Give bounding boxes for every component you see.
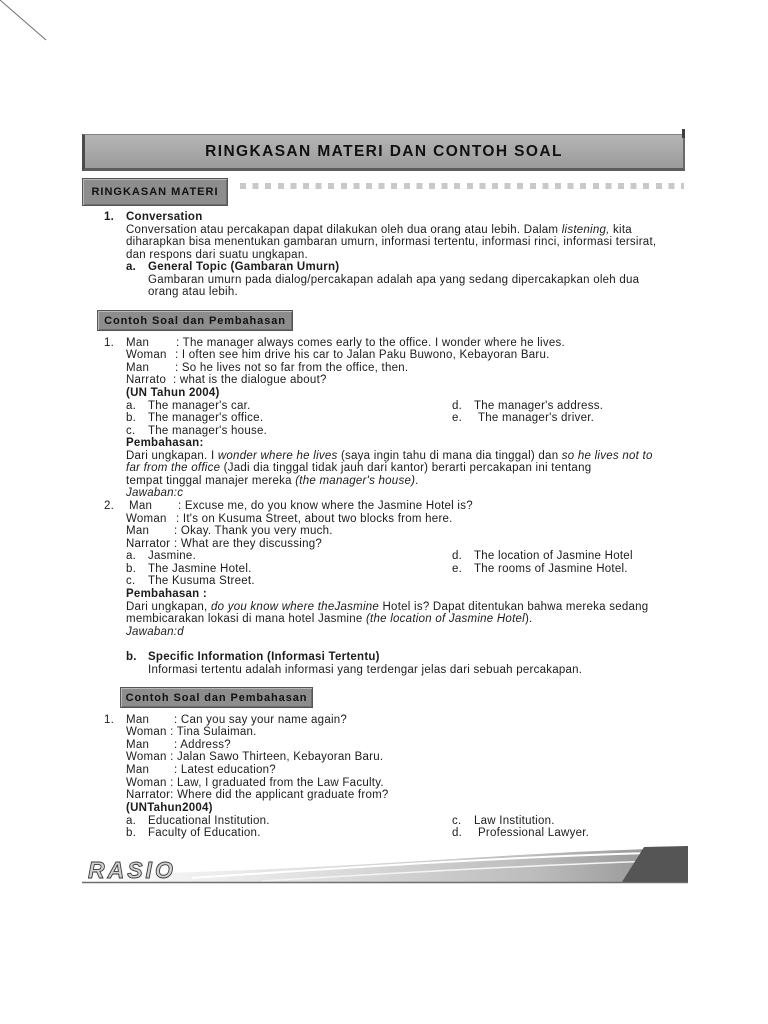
discussion-text: tempat tinggal manajer mereka — [126, 475, 296, 487]
dialogue-line: Woman : Law, I graduated from the Law Faculty. — [126, 777, 384, 789]
title-banner — [82, 134, 685, 171]
page-corner-line — [0, 0, 50, 44]
discussion-text: Dari ungkapan. I — [126, 450, 218, 462]
brand-logo-text: RASIO — [88, 857, 176, 883]
discussion-quote: (the location of Jasmine Hotel — [365, 613, 525, 625]
dialogue-speaker: Narrato — [126, 374, 167, 386]
answer-key: Jawaban:c — [126, 487, 184, 499]
option-text: Law Institution. — [474, 815, 555, 827]
conversation-intro-line: diharapkan bisa menentukan gambaran umurn, informasi tertentu, informasi rinci, informasi tersirat, — [126, 236, 657, 248]
option-letter: a. — [126, 815, 137, 827]
option-letter: c. — [126, 425, 136, 437]
dialogue-speaker: Woman — [126, 513, 167, 525]
dialogue-line: : What are they discussing? — [174, 538, 323, 550]
discussion-quote: far from the office — [126, 462, 221, 474]
examples-tag — [97, 310, 293, 331]
option-text: The manager's house. — [148, 425, 268, 437]
section-tag — [82, 178, 228, 206]
question-number: 1. — [104, 337, 115, 349]
option-text: The location of Jasmine Hotel — [474, 550, 633, 562]
general-topic-text: Gambaran umurn pada dialog/percakapan adalah apa yang sedang dipercakapkan oleh dua — [148, 274, 640, 286]
footer-brand-band — [82, 844, 688, 886]
dialogue-speaker: Man — [126, 362, 150, 374]
option-letter: b. — [126, 827, 137, 839]
dialogue-speaker: Woman — [126, 349, 167, 361]
option-text: Jasmine. — [148, 550, 197, 562]
conversation-intro-line: dan respons dari suatu ungkapan. — [126, 249, 308, 261]
discussion-quote: do you know where theJasmine — [210, 601, 380, 613]
dialogue-speaker: Man — [126, 739, 150, 751]
question-source: (UN Tahun 2004) — [126, 387, 220, 399]
discussion-text: (Jadi dia tinggal tidak jauh dari kantor) berarti percakapan ini tentang — [220, 462, 592, 474]
dialogue-speaker: Man — [126, 714, 150, 726]
banner-corner-tick — [682, 129, 685, 138]
option-letter: e. — [452, 412, 463, 424]
examples-tag — [120, 687, 313, 708]
general-topic-letter: a. — [126, 261, 137, 273]
dialogue-line: : So he lives not so far from the office, then. — [175, 362, 409, 374]
specific-info-letter: b. — [126, 651, 137, 663]
dialogue-speaker: Narrator — [126, 538, 171, 550]
dialogue-line: : Can you say your name again? — [174, 714, 348, 726]
dialogue-line: : Okay. Thank you very much. — [174, 525, 333, 537]
discussion-text: Hotel is? Dapat ditentukan bahwa mereka sedang — [379, 601, 649, 613]
dialogue-line: : Latest education? — [174, 764, 276, 776]
discussion-text: (saya ingin tahu di mana dia tinggal) dan — [337, 450, 562, 462]
option-letter: c. — [452, 815, 462, 827]
option-letter: a. — [126, 400, 137, 412]
intro-text: Conversation atau percakapan dapat dilakukan oleh dua orang atau lebih. Dalam — [126, 224, 562, 236]
dialogue-speaker: Man — [126, 764, 150, 776]
option-text: Professional Lawyer. — [478, 827, 590, 839]
dialogue-speaker: Man — [126, 337, 150, 349]
question-number: 2. — [104, 500, 115, 512]
dialogue-line: Woman : Jalan Sawo Thirteen, Kebayoran Baru. — [126, 751, 384, 763]
discussion-text: Dari ungkapan, — [126, 601, 211, 613]
discussion-quote: (the manager's house) — [295, 475, 416, 487]
discussion-text: membicarakan lokasi di mana hotel Jasmine — [126, 613, 366, 625]
dialogue-line: : what is the dialogue about? — [173, 374, 327, 386]
question-number: 1. — [104, 714, 115, 726]
answer-key: Jawaban:d — [126, 626, 184, 638]
discussion-text: . — [415, 475, 419, 487]
general-topic-heading: General Topic (Gambaran Umurn) — [148, 261, 340, 273]
discussion-text: ). — [524, 613, 533, 625]
option-text: Faculty of Education. — [148, 827, 261, 839]
option-letter: e. — [452, 563, 463, 575]
examples-tag-label: Contoh Soal dan Pembahasan — [104, 314, 286, 327]
dialogue-speaker: Man — [129, 500, 153, 512]
intro-text: kita — [609, 224, 632, 236]
discussion-quote: wonder where he lives — [217, 450, 338, 462]
discussion-label: Pembahasan : — [126, 588, 207, 600]
specific-info-text: Informasi tertentu adalah informasi yang terdengar jelas dari sebuah percakapan. — [148, 664, 583, 676]
examples-tag-label: Contoh Soal dan Pembahasan — [125, 691, 308, 704]
discussion-label: Pembahasan: — [126, 437, 204, 449]
intro-italic-term: listening, — [561, 224, 610, 236]
general-topic-text: orang atau lebih. — [148, 286, 238, 298]
option-letter: d. — [452, 400, 463, 412]
dialogue-line: : I often see him drive his car to Jalan Paku Buwono, Kebayoran Baru. — [175, 349, 550, 361]
option-letter: c. — [126, 575, 136, 587]
option-text: The rooms of Jasmine Hotel. — [474, 563, 628, 575]
option-text: The manager's car. — [148, 400, 251, 412]
dialogue-line: : The manager always comes early to the office. I wonder where he lives. — [176, 337, 565, 349]
option-text: The Jasmine Hotel. — [148, 563, 252, 575]
specific-info-heading: Specific Information (Informasi Tertentu) — [148, 651, 380, 663]
dialogue-line: Woman : Tina Sulaiman. — [126, 726, 257, 738]
option-letter: a. — [126, 550, 137, 562]
page-title: RINGKASAN MATERI DAN CONTOH SOAL — [205, 142, 563, 160]
discussion-line — [126, 462, 591, 475]
option-text: Educational Institution. — [148, 815, 270, 827]
dialogue-line: Narrator: Where did the applicant graduate from? — [126, 789, 389, 801]
discussion-line — [126, 613, 533, 626]
section-tag-label: RINGKASAN MATERI — [91, 186, 219, 198]
dialogue-speaker: Man — [126, 525, 150, 537]
option-text: The manager's driver. — [478, 412, 595, 424]
option-text: The manager's address. — [474, 400, 604, 412]
option-text: The Kusuma Street. — [148, 575, 255, 587]
option-letter: d. — [452, 550, 463, 562]
conversation-heading: Conversation — [126, 211, 203, 223]
discussion-quote: so he lives not to — [561, 450, 653, 462]
option-letter: b. — [126, 412, 137, 424]
option-letter: b. — [126, 563, 137, 575]
conversation-number: 1. — [104, 211, 115, 223]
question-source: (UNTahun2004) — [126, 802, 213, 814]
dialogue-line: : It's on Kusuma Street, about two blocks from here. — [176, 513, 453, 525]
option-text: The manager's office. — [148, 412, 264, 424]
dialogue-line: : Address? — [174, 739, 231, 751]
dialogue-line: : Excuse me, do you know where the Jasmine Hotel is? — [178, 500, 473, 512]
option-letter: d. — [452, 827, 463, 839]
dotted-rule — [240, 183, 684, 189]
